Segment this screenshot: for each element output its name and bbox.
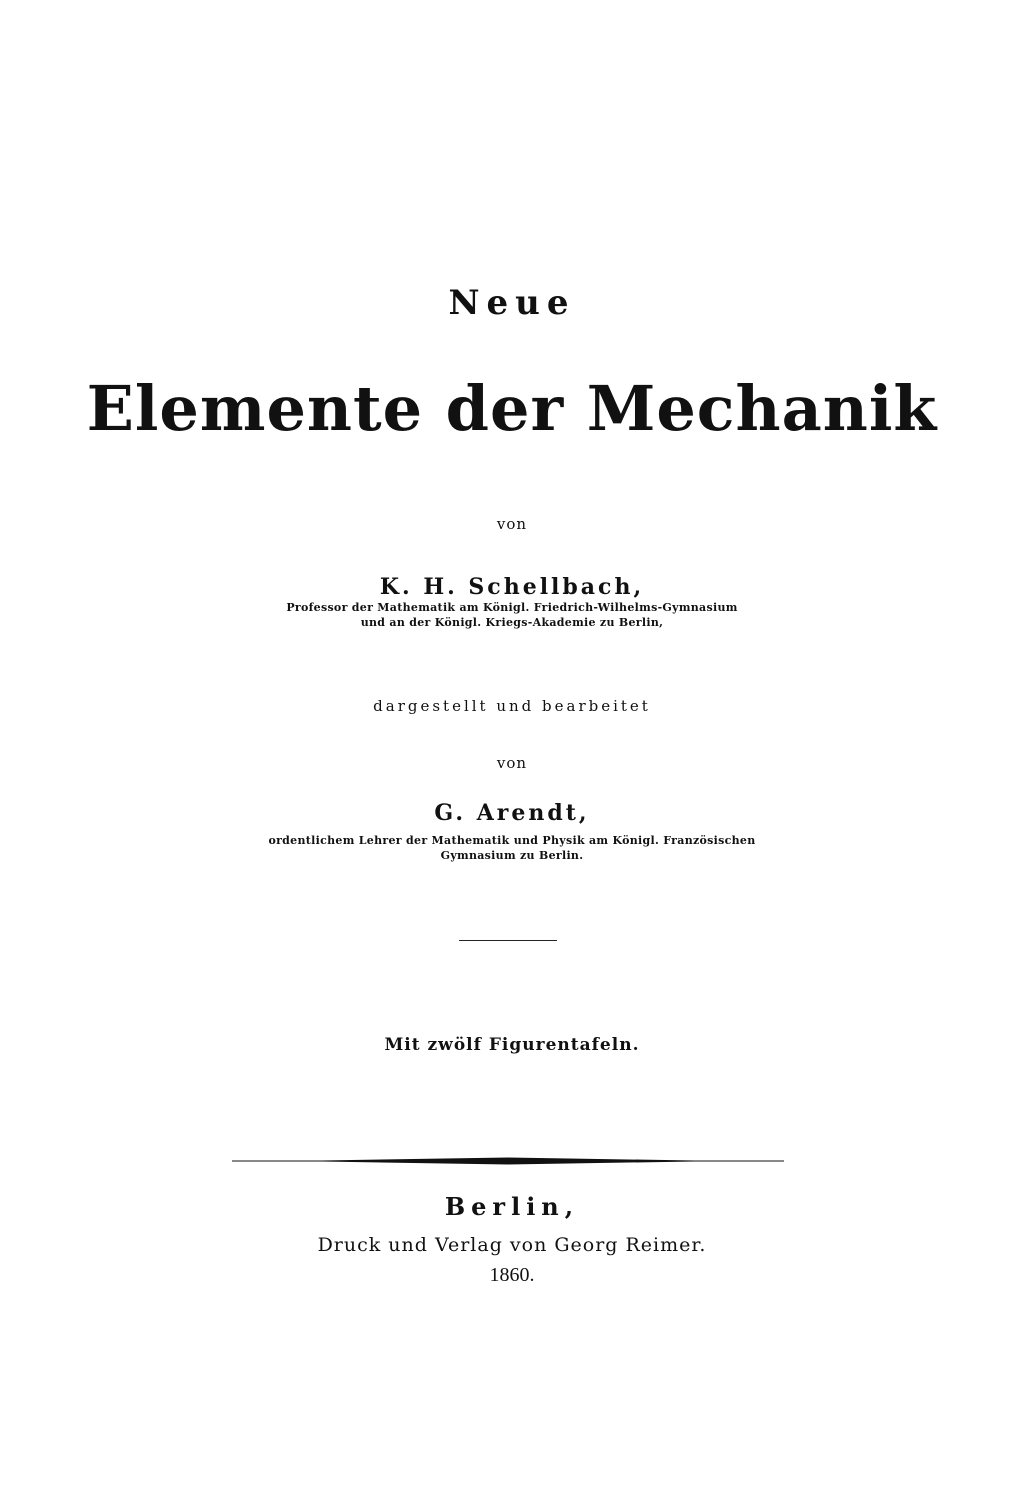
- author-arendt: G. Arendt,: [434, 800, 590, 826]
- publisher: Druck und Verlag von Georg Reimer.: [317, 1234, 707, 1256]
- author-schellbach-affiliation-line-1: Professor der Mathematik am Königl. Friedrich-Wilhelms-Gymnasium: [286, 601, 738, 614]
- presented-and-edited: dargestellt und bearbeitet: [373, 697, 651, 715]
- author-schellbach: K. H. Schellbach,: [379, 574, 645, 600]
- main-title: Elemente der Mechanik: [86, 372, 938, 445]
- author-schellbach-affiliation-line-2: und an der Königl. Kriegs-Akademie zu Berlin,: [360, 616, 664, 629]
- author-arendt-affiliation-line-2: Gymnasium zu Berlin.: [440, 849, 584, 862]
- by-word-1: von: [496, 515, 528, 533]
- plates-note: Mit zwölf Figurentafeln.: [384, 1035, 640, 1055]
- short-divider: [459, 940, 557, 941]
- ornamental-rule-graphic: [232, 1156, 784, 1166]
- ornamental-divider: [232, 1156, 784, 1166]
- pretitle: Neue: [448, 283, 576, 323]
- place-of-publication: Berlin,: [444, 1192, 580, 1221]
- by-word-2: von: [496, 754, 528, 772]
- publication-year: 1860.: [489, 1264, 535, 1286]
- author-arendt-affiliation-line-1: ordentlichem Lehrer der Mathematik und Physik am Königl. Französischen: [268, 834, 756, 847]
